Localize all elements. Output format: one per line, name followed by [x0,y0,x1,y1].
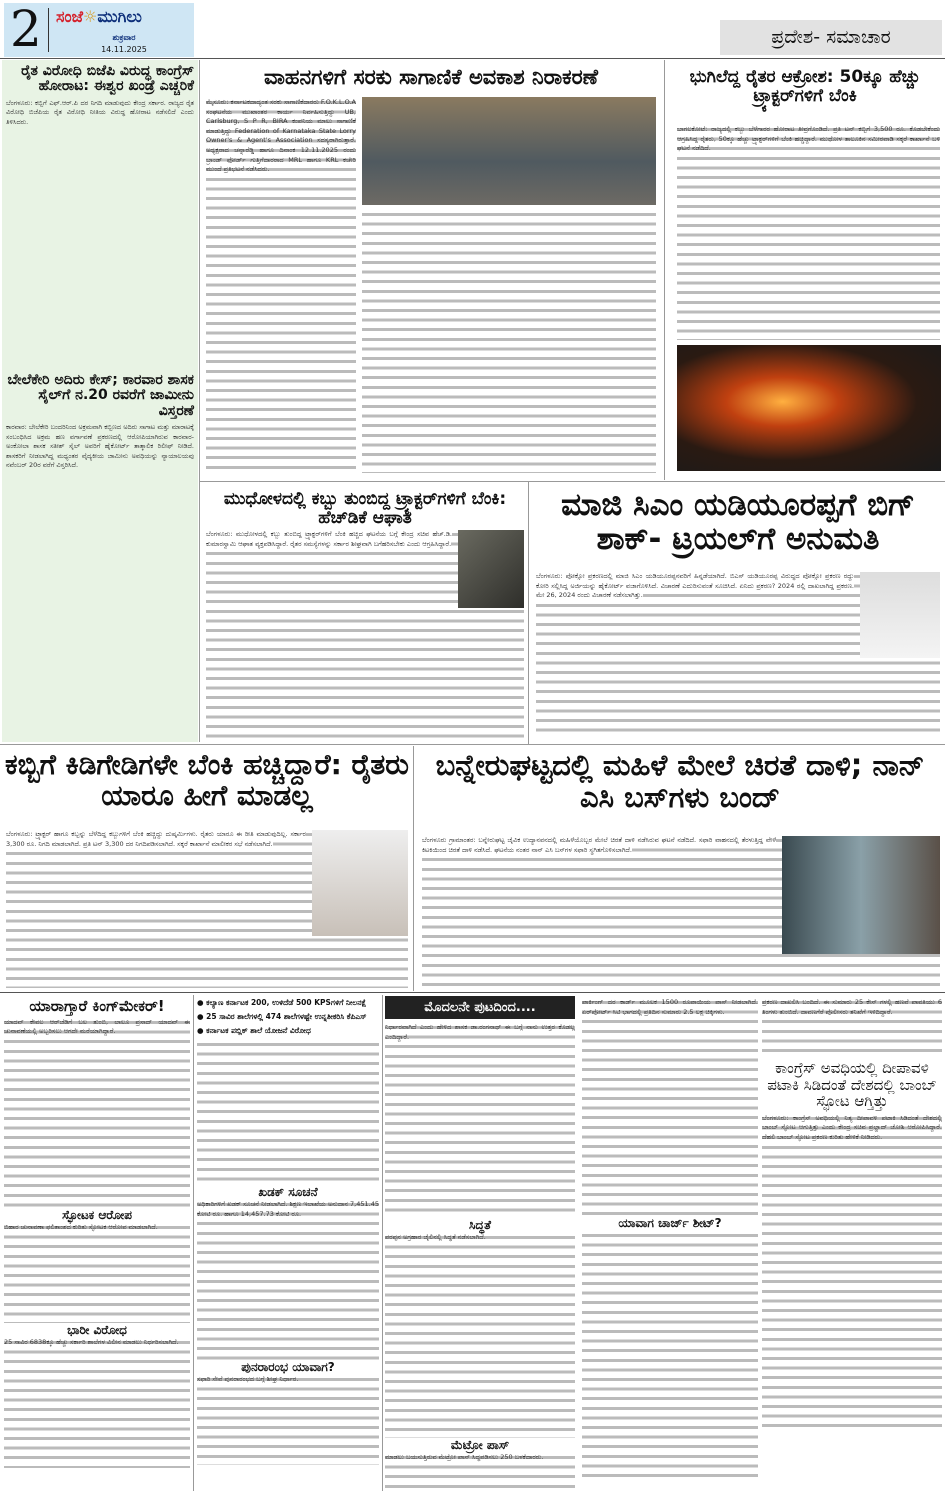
headline: ಮುಧೋಳದಲ್ಲಿ ಕಬ್ಬು ತುಂಬಿದ್ದ ಟ್ರ್ಯಾಕ್ಟರ್‌ಗಳಿಗೆ ಬೆಂಕಿ: ಹೆಚ್‌ಡಿಕೆ ಆಘಾತ [223,489,507,528]
article-body: ಬೆಂಗಳೂರು: ಪೋಕ್ಸೋ ಪ್ರಕರಣದಲ್ಲಿ ಮಾಜಿ ಸಿಎಂ ಯಡಿಯೂರಪ್ಪನವರಿಗೆ ಹಿನ್ನಡೆಯಾಗಿದೆ. ಬಿಎಸ್ ಯಡಿಯೂರಪ್ಪ ವಿರುದ್ಧದ ಪೋಕ್ಸೋ ಪ್ರಕರಣ ರದ್ದು ಕೋರಿ ಸಲ್ಲಿಸಿದ್ದ ಅರ್ಜಿಯನ್ನು ಹೈಕೋರ್ಟ್ ವಜಾಗೊಳಿಸಿದೆ. ವಿಚಾರಣೆ ಎದುರಿಸುವಂತೆ ಸೂಚಿಸಿದೆ. ಏನಿದು ಪ್ರಕರಣ? 2024 ರಲ್ಲಿ ದಾಖಲಾಗಿದ್ದ ಪ್ರಕರಣ. ಮೇ 26, 2024 ರಂದು ವಿಚಾರಣೆ ನಡೆಸಲಾಗಿತ್ತು. [536,572,854,600]
leopard-attack-photo [782,836,940,954]
article-body: ಬಾಗಲಕೋಟೆ: ರಾಜ್ಯದಲ್ಲಿ ಕಬ್ಬು ಬೆಳೆಗಾರರ ಹೋರಾಟ ತೀವ್ರಗೊಂಡಿದೆ. ಪ್ರತಿ ಟನ್ ಕಬ್ಬಿಗೆ 3,500 ರೂ. ಕೊಡಬೇಕೆಂದು ಆಗ್ರಹಿಸಿದ್ದ ರೈತರು, 50ಕ್ಕೂ ಹೆಚ್ಚು ಟ್ರ್ಯಾಕ್ಟರ್‌ಗಳಿಗೆ ಬೆಂಕಿ ಹಚ್ಚಿದ್ದಾರೆ. ಮುಧೋಳ ತಾಲೂಕಿನ ಸಮೀರವಾಡಿ ಸಕ್ಕರೆ ಕಾರ್ಖಾನೆ ಬಳಿ ಘಟನೆ ನಡೆದಿದೆ. [677,125,940,340]
palm-sun-icon: ☼ [82,7,98,26]
bottom-col-3 [385,996,575,1488]
headline: ಭುಗಿಲೆದ್ದ ರೈತರ ಆಕ್ರೋಶ: 50ಕ್ಕೂ ಹೆಚ್ಚು ಟ್ರ್ಯಾಕ್ಟರ್‌ಗಳಿಗೆ ಬೆಂಕಿ [689,67,921,106]
protest-photo [362,97,656,205]
bullet-item: ● ಕಲ್ಯಾಣ ಕರ್ನಾಟಕ 200, ಉಳಿದೆಡೆ 500 KPSಗಳಿಗೆ ನೀಲನಕ್ಷೆ [197,998,367,1007]
day: ಶುಕ್ರವಾರ [112,33,136,42]
subheading: ಸಿದ್ಧತೆ [469,1218,491,1232]
continued-from-front-banner: ಮೊದಲನೇ ಪುಟದಿಂದ.... [385,996,575,1019]
headline: ಮಾಜಿ ಸಿಎಂ ಯಡಿಯೂರಪ್ಪಗೆ ಬಿಗ್ ಶಾಕ್- ಟ್ರಯಲ್‌ಗೆ ಅನುಮತಿ [561,487,915,558]
article-body: ಕಾರವಾರ: ಬೇಲೆಕೇರಿ ಬಂದರಿನಿಂದ ಅಕ್ರಮವಾಗಿ ಕಬ್ಬಿಣದ ಅದಿರು ಸಾಗಾಟ ಮತ್ತು ಮಾರಾಟಕ್ಕೆ ಸಂಬಂಧಿಸಿದ ಅಕ್ರಮ ಹಣ ವರ್ಗಾವಣೆ ಪ್ರಕರಣದಲ್ಲಿ ಆರೋಪಿಯಾಗಿರುವ ಕಾರವಾರ-ಅಂಕೋಲಾ ಶಾಸಕ ಸತೀಶ್ ಸೈಲ್ ಅವರಿಗೆ ಹೈಕೋರ್ಟ್ ತಾತ್ಕಾಲಿಕ ರಿಲೀಫ್ ನೀಡಿದೆ. ಶಾಸಕರಿಗೆ ನೀಡಲಾಗಿದ್ದ ಮಧ್ಯಂತರ ವೈದ್ಯಕೀಯ ಜಾಮೀನು ಅವಧಿಯನ್ನು ನ್ಯಾಯಾಲಯವು ನವೆಂಬರ್ 20ರ ವರೆಗೆ ವಿಸ್ತರಿಸಿದೆ. [6,422,194,470]
bullet-item: ● 25 ಸಾವಿರ ಶಾಲೆಗಳಲ್ಲಿ 474 ಶಾಲೆಗಳಷ್ಟೇ ಉನ್ನತೀಕರಿಸಿ ಕೆಪಿಎಸ್ [197,1012,367,1021]
kumaraswamy-photo [458,530,524,608]
article-body-wrap [206,530,524,738]
subheading: ಖಡಕ್ ಸೂಚನೆ [258,1185,318,1199]
article-body: 25 ಸಾವಿರ 6838ಕ್ಕೂ ಹೆಚ್ಚು ಸರ್ಕಾರಿ ಶಾಲೆಗಳ ವಿಲೀನ ಮಾಡಲು ನಿರ್ಧರಿಸಲಾಗಿದೆ. [4,1338,190,1468]
article-body: ಮೈಸೂರು: ಕರ್ನಾಟಕದಾದ್ಯಂತ ಸರಕು ಸಾಗಾಣಿಕೆದಾರರು F.O.K.L.O.A ಸಂಘಟನೆಯ ಮುಖಾಂತರ ಕಾರ್ಯ ನಿರ್ವಹಿಸುತ್ತಿದ್ದು UB, Carlsburg, S P R, BIRA ಕಂಪನಿಯ ಮಾಲು ಸಾಗಾಣಿಕೆ ಮಾಡುತ್ತಿದ್ದು Federation of Karnataka State Lorry Owner's & Agent's Association ಸದಸ್ಯರಾಗಿರುತ್ತಾರೆ. ಅಧ್ಯಕ್ಷರಾದ ಚನ್ನಾರೆಡ್ಡಿ ಹಾಗೂ ದಿನಾಂಕ 12.11.2025 ರಂದು ಬ್ರಾಂಡ್ ಫೋರ್ಡ್ ಗುತ್ತಿಗೆದಾರರಾದ MRL ಹಾಗೂ KRL ಕಚೇರಿ ಮುಂದೆ ಪ್ರತಿಭಟನೆ ನಡೆಸಿದರು. [206,98,356,473]
article-body-wrap [422,836,940,988]
bottom-col-5 [762,998,942,1488]
bottom-col-2 [197,998,379,1488]
minister-photo [312,830,408,936]
headline: ಬನ್ನೇರುಘಟ್ಟದಲ್ಲಿ ಮಹಿಳೆ ಮೇಲೆ ಚಿರತೆ ದಾಳಿ; ನಾನ್ ಎಸಿ ಬಸ್‌ಗಳು ಬಂದ್ [435,748,925,814]
page-number: 2 [10,0,42,58]
article-body: ಯಾದವ್ ಕೇವಲ ಆರ್‌ಜೆಡಿಗೆ ಬಲ ತುಂಬಿ, ಲಾಲೂ ಪ್ರಸಾದ್ ಯಾದವ್ ಈ ಚುನಾವಣೆಯಲ್ಲಿ ಅಬ್ಬರಿಸಲು ಆಗದೇ ಮರೆಯಾಗಿದ್ದಾರೆ. [4,1018,190,1208]
subheading: ಯಾವಾಗ ಚಾರ್ಜ್ ಶೀಟ್? [618,1216,722,1230]
article-body: ಪ್ರಕರಣ ದಾಖಲಿಸಿ ಬಂದಿದೆ. ಈ ಸುಮಾರು 25 ಕೇಸ್ ಗಳಲ್ಲಿ ಹಣವೆ ಪಾವತಿಯು 6 ತಿಂಗಳು ತುಂಬಿದೆ. ದಾವಣಗೆರೆ ಪೊಲೀಸರು ತನಿಖೆಗೆ ಇಳಿದಿದ್ದಾರೆ. [762,998,942,1056]
subheading: ಮೆಟ್ರೋ ಪಾಸ್ [450,1438,510,1452]
headline: ಯಾರಾಗ್ತಾರೆ ಕಿಂಗ್‌ಮೇಕರ್! [29,997,165,1015]
headline: ಬೇಲೆಕೇರಿ ಅದಿರು ಕೇಸ್; ಕಾರವಾರ ಶಾಸಕ ಸೈಲ್‌ಗೆ ನ.20 ರವರೆಗೆ ಜಾಮೀನು ವಿಸ್ತರಣೆ [7,371,194,419]
article-body [197,1040,379,1185]
left-column [2,60,198,742]
article-body: ನಿರ್ಧಾರವಾಗಿದೆ ಎಂದು ಹೇಳಿದ ಶಾಸಕ ಡಾ.ರಂಗನಾಥ್ ಈ ಬಗ್ಗೆ ನಾನು ಉತ್ತರ ಕೊಡಲ್ಲ ಎಂದಿದ್ದಾರೆ. [385,1023,575,1218]
section-title: ಪ್ರದೇಶ- ಸಮಾಚಾರ [720,20,942,55]
article-body: ಅಧಿಕಾರಿಗಳಿಗೆ ಖಡಕ್ ಸೂಚನೆ ನೀಡಲಾಗಿದೆ. ಶಿಕ್ಷಣ ಇಲಾಖೆಯ ಅನುದಾನ 7,451.45 ಕೋಟಿ ರೂ. ಹಾಗೂ 14,457.73 ಕೋಟಿ ರೂ. [197,1200,379,1360]
article-body: ಬಿಹಾರ ಚುನಾವಣಾ ಫಲಿತಾಂಶದ ಕುರಿತು ಸ್ಫೋಟಕ ಆರೋಪ ಮಾಡಲಾಗಿದೆ. [4,1223,190,1323]
article-body: ಬೆಂಗಳೂರು: ಟ್ರ್ಯಾಕ್ಟರ್ ಹಾಗೂ ಕಬ್ಬನ್ನು ಬೆಳೆದಿದ್ದ ಕಬ್ಬುಗಳಿಗೆ ಬೆಂಕಿ ಹಚ್ಚಿದ್ದು ದುಷ್ಕರ್ಮಿಗಳು. ರೈತರು ಯಾರೂ ಈ ರೀತಿ ಮಾಡುವುದಿಲ್ಲ. ಸರ್ಕಾರ 3,300 ರೂ. ನಿಗದಿ ಮಾಡಲಾಗಿದೆ. ಪ್ರತಿ ಟನ್ 3,300 ದರ ನಿಗದಿಪಡಿಸಲಾಗಿದೆ. ಸಕ್ಕರೆ ಕಾರ್ಖಾನೆ ಮಾಲೀಕರ ಸಭೆ ನಡೆಸಲಾಗಿದೆ. [6,830,306,848]
yediyurappa-photo [860,572,940,658]
article-body: ಸಫಾರಿ ಸೇವೆ ಪುನರಾರಂಭದ ಬಗ್ಗೆ ಶೀಘ್ರ ನಿರ್ಧಾರ. [197,1375,379,1465]
bottom-col-4 [582,998,758,1488]
article-body-wrap [536,572,940,737]
article-body-continued [362,210,656,473]
date: 14.11.2025 [101,45,147,54]
subheading: ಸ್ಫೋಟಕ ಆರೋಪ [62,1207,132,1222]
headline: ಕಾಂಗ್ರೆಸ್ ಅವಧಿಯಲ್ಲಿ ದೀಪಾವಳಿ ಪಟಾಕಿ ಸಿಡಿದಂತೆ ದೇಶದಲ್ಲಿ ಬಾಂಬ್ ಸ್ಫೋಟ ಆಗ್ತಿತ್ತು [767,1059,937,1110]
article-body: ಪಾರ್ಕಿಂಗ್ ದರ ಕಾರ್ಡ್ ಮೂಲಕ 1500 ರೂಪಾಯಿಯ ಪಾಸ್ ನೀಡಲಾಗಿದೆ. ಏರ್‌ಪೋರ್ಟ್ ಸಿಟಿ ಭಾಗದಲ್ಲಿ ಪ್ರತಿದಿನ ಸುಮಾರು 2.5 ಲಕ್ಷ ಚಿಕ್ಕಿಗಳು. [582,998,758,1216]
logo: ಸಂಜೆ☼ಮುಗಿಲು [56,7,142,26]
article-body: ಬೆಂಗಳೂರು: ಮುಧೋಳದಲ್ಲಿ ಕಬ್ಬು ತುಂಬಿದ್ದ ಟ್ರ್ಯಾಕ್ಟರ್‌ಗಳಿಗೆ ಬೆಂಕಿ ಹಚ್ಚಿದ ಘಟನೆಯ ಬಗ್ಗೆ ಕೇಂದ್ರ ಸಚಿವ ಹೆಚ್.ಡಿ. ಕುಮಾರಸ್ವಾಮಿ ಆಘಾತ ವ್ಯಕ್ತಪಡಿಸಿದ್ದಾರೆ. ರೈತರ ಸಮಸ್ಯೆಗಳನ್ನು ಸರ್ಕಾರ ಶೀಘ್ರವಾಗಿ ಬಗೆಹರಿಸಬೇಕು ಎಂದು ಆಗ್ರಹಿಸಿದ್ದಾರೆ. [206,530,452,548]
headline: ವಾಹನಗಳಿಗೆ ಸರಕು ಸಾಗಾಣಿಕೆ ಅವಕಾಶ ನಿರಾಕರಣೆ [264,65,598,89]
bullet-item: ● ಕರ್ನಾಟಕ ಪಬ್ಲಿಕ್ ಶಾಲೆ ಯೋಜನೆ ವಿರೋಧ [197,1026,311,1035]
bottom-col-1 [4,998,190,1488]
headline: ರೈತ ವಿರೋಧಿ ಬಿಜೆಪಿ ವಿರುದ್ಧ ಕಾಂಗ್ರೆಸ್ ಹೋರಾಟ: ಈಶ್ವರ ಖಂಡ್ರೆ ಎಚ್ಚರಿಕೆ [21,63,194,95]
article-body: ಬೆಂಗಳೂರು: ಕಬ್ಬಿಗೆ ಎಫ್.ಆರ್.ಪಿ ದರ ನಿಗದಿ ಮಾಡುವುದು ಕೇಂದ್ರ ಸರ್ಕಾರ. ರಾಜ್ಯದ ರೈತ ವಿರೋಧಿ ಬಿಜೆಪಿಯ ರೈತ ವಿರೋಧಿ ನೀತಿಯ ವಿರುದ್ಧ ಹೋರಾಟ ನಡೆಸಲಿದೆ ಎಂದು ತಿಳಿಸಿದರು. [6,98,194,126]
masthead [4,0,194,58]
article-body: ಬೆಂಗಳೂರು: ಕಾಂಗ್ರೆಸ್ ಅವಧಿಯಲ್ಲಿ ನಿತ್ಯ ದೀಪಾವಳಿ ಪಟಾಕಿ ಸಿಡಿದಂತೆ ದೇಶದಲ್ಲಿ ಬಾಂಬ್ ಸ್ಫೋಟ ಆಗುತ್ತಿತ್ತು ಎಂದು ಕೇಂದ್ರ ಸಚಿವ ಪ್ರಲ್ಹಾದ್ ಜೋಶಿ ಆರೋಪಿಸಿದ್ದಾರೆ. ದೆಹಲಿ ಬಾಂಬ್ ಸ್ಫೋಟ ಪ್ರಕರಣ ಕುರಿತು ಹೇಳಿಕೆ ನೀಡಿದರು. [762,1114,942,1432]
article-body-wrap [6,830,408,988]
article-body: ಮಾಡಲು ಬಯಸುತ್ತಿರುವ ಮೆಟ್ರೋ ಪಾಸ್ ಸಿದ್ಧಪಡಿಸಲು 250 ಬಳಕೆದಾರರು. [385,1453,575,1493]
fire-photo [677,345,941,471]
headline: ಕಬ್ಬಿಗೆ ಕಿಡಿಗೇಡಿಗಳೇ ಬೆಂಕಿ ಹಚ್ಚಿದ್ದಾರೆ: ರೈತರು ಯಾರೂ ಹೀಗೆ ಮಾಡಲ್ಲ [5,748,409,812]
subheading: ಭಾರೀ ವಿರೋಧ [67,1322,127,1337]
article-body: ಪರಪ್ಪನ ಅಗ್ರಹಾರ ಜೈಲಿನಲ್ಲಿ ಸಿದ್ಧತೆ ನಡೆಸಲಾಗಿದೆ. [385,1233,575,1438]
subheading: ಪುನರಾರಂಭ ಯಾವಾಗ? [241,1360,335,1374]
article-body: ಬೆಂಗಳೂರು ಗ್ರಾಮಾಂತರ: ಬನ್ನೇರುಘಟ್ಟ ಜೈವಿಕ ಉದ್ಯಾನವನದಲ್ಲಿ ಮಹಿಳೆಯೊಬ್ಬರ ಮೇಲೆ ಚಿರತೆ ದಾಳಿ ನಡೆಸಿರುವ ಘಟನೆ ನಡೆದಿದೆ. ಸಫಾರಿ ವಾಹನದಲ್ಲಿ ತೆರಳುತ್ತಿದ್ದ ವೇಳೆ ಕಿಟಕಿಯಿಂದ ಚಿರತೆ ದಾಳಿ ನಡೆಸಿದೆ. ಘಟನೆಯ ನಂತರ ನಾನ್ ಎಸಿ ಬಸ್‌ಗಳ ಸಫಾರಿ ಸ್ಥಗಿತಗೊಳಿಸಲಾಗಿದೆ. [422,836,776,854]
article-body [582,1231,758,1481]
